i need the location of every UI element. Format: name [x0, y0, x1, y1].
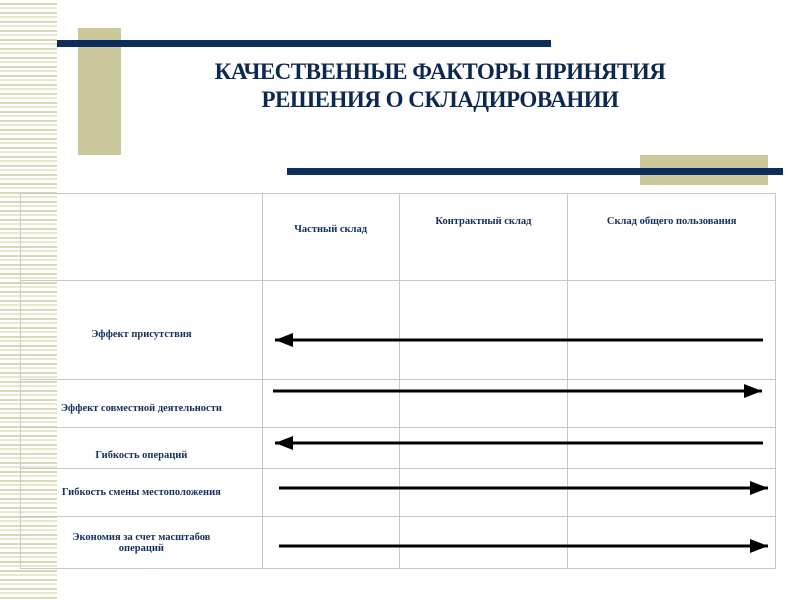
slide-title: [150, 58, 730, 114]
table-row: [21, 281, 776, 380]
decorative-block: [78, 28, 121, 155]
row-label: Эффект совместной деятельности: [21, 380, 263, 428]
header-cell: Контрактный склад: [399, 194, 568, 281]
title-line: КАЧЕСТВЕННЫЕ ФАКТОРЫ ПРИНЯТИЯ: [214, 59, 666, 84]
decorative-bar: [57, 40, 551, 47]
header-cell: [21, 194, 263, 281]
header-cell: Склад общего пользования: [568, 194, 776, 281]
table-row: [21, 380, 776, 428]
row-label: Экономия за счет масштабов операций: [21, 517, 263, 569]
title-line: РЕШЕНИЯ О СКЛАДИРОВАНИИ: [261, 87, 619, 112]
factors-table: [20, 193, 776, 569]
table-row: [21, 469, 776, 517]
row-label: Эффект присутствия: [21, 281, 263, 380]
table-header-row: [21, 194, 776, 281]
table-row: [21, 517, 776, 569]
row-label: Гибкость смены местоположения: [21, 469, 263, 517]
table-row: [21, 428, 776, 469]
row-label: Гибкость операций: [21, 428, 263, 469]
header-cell: Частный склад: [262, 194, 399, 281]
decorative-bar: [287, 168, 783, 175]
